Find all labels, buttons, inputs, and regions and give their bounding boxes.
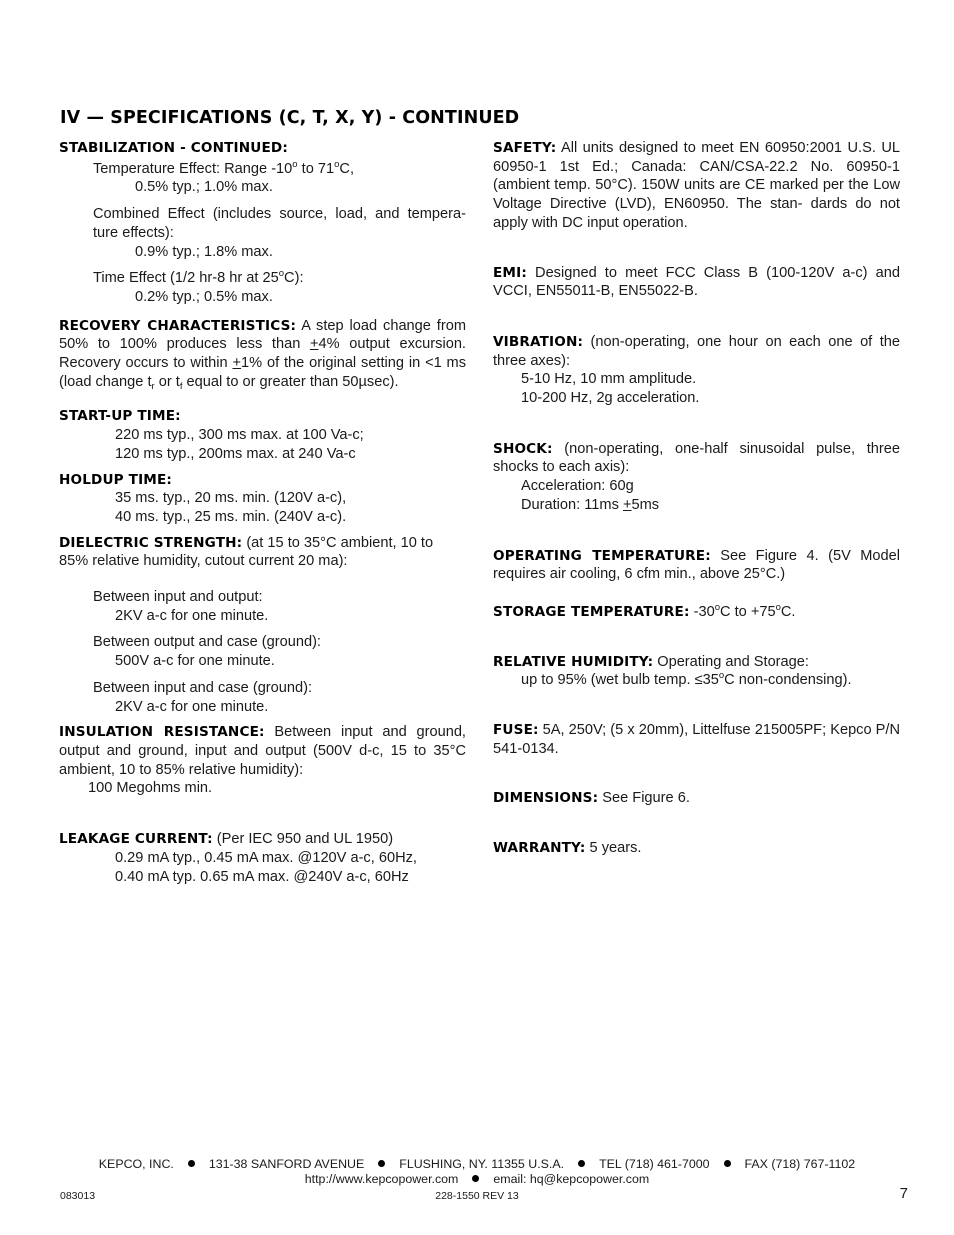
- temperature-effect-value: 0.5% typ.; 1.0% max.: [135, 179, 273, 196]
- combined-effect-value: 0.9% typ.; 1.8% max.: [135, 243, 273, 260]
- time-effect: Time Effect (1/2 hr-8 hr at 25$^o$C):: [93, 268, 304, 287]
- footer-web-line: [0, 1172, 954, 1187]
- footer-email-link[interactable]: email: hq@kepcopower.com: [493, 1172, 650, 1186]
- leakage-current-line: 0.29 mA typ., 0.45 mA max. @120V a-c, 60Hz,: [115, 849, 417, 866]
- stabilization-heading: STABILIZATION - CONTINUED:: [59, 140, 288, 156]
- shock-line: Acceleration: 60g: [521, 478, 634, 495]
- fuse-spec: FUSE: 5A, 250V; (5 x 20mm), Littelfuse 215005PF; Kepco P/N 541-0134.: [493, 722, 900, 757]
- shock-spec: SHOCK: (non-operating, one-half sinusoidal pulse, three shocks to each axis):: [493, 440, 900, 476]
- dielectric-output-case-value: 500V a-c for one minute.: [115, 653, 275, 670]
- dielectric-strength: DIELECTRIC STRENGTH: (at 15 to 35°C ambient, 10 to 85% relative humidity, cutout current 20 ma):: [59, 534, 434, 570]
- operating-temperature-spec: OPERATING TEMPERATURE: See Figure 4. (5V Model requires air cooling, 6 cfm min., above 25°C.): [493, 547, 900, 583]
- dielectric-input-case-value: 2KV a-c for one minute.: [115, 698, 269, 715]
- bullet-icon: [472, 1175, 479, 1182]
- holdup-time-line: 40 ms. typ., 25 ms. min. (240V a-c).: [115, 508, 347, 525]
- startup-time-line: 120 ms typ., 200ms max. at 240 Va-c: [115, 445, 356, 462]
- startup-time-heading: START-UP TIME:: [59, 408, 181, 425]
- shock-line: Duration: 11ms +5ms: [521, 496, 660, 513]
- relative-humidity-spec: RELATIVE HUMIDITY: Operating and Storage:: [493, 653, 809, 670]
- right-column: [493, 139, 900, 858]
- vibration-spec: VIBRATION: (non-operating, one hour on each one of the three axes):: [493, 333, 900, 369]
- time-effect-value: 0.2% typ.; 0.5% max.: [135, 288, 273, 305]
- emi-spec: EMI: Designed to meet FCC Class B (100-120V a-c) and VCCI, EN55011-B, EN55022-B.: [493, 264, 900, 300]
- dielectric-input-output: Between input and output:: [93, 589, 263, 606]
- recovery-characteristics: RECOVERY CHARACTERISTICS: A step load change from 50% to 100% produces less than +4% output excursion. Recovery occurs to within +1% of the original setting in <1 ms (load change $t_r$ or $t_f$ equal to or greater than 50µsec).: [59, 317, 467, 392]
- footer-doc-number: 228-1550 REV 13: [435, 1190, 519, 1202]
- leakage-current-line: 0.40 mA typ. 0.65 mA max. @240V a-c, 60Hz: [115, 868, 409, 885]
- temperature-effect: Temperature Effect: Range -10$^o$ to 71$^o$C,: [93, 158, 354, 177]
- safety-spec: SAFETY: All units designed to meet EN 60950:2001 U.S. UL 60950-1 1st Ed.; Canada: CAN/CSA-22.2 No. 60950-1 (ambient temp. 50°C). 150W units are CE marked per the Low Voltage Directive (LVD), EN60950. The stan- dards do not apply with DC input operation.: [493, 140, 900, 231]
- insulation-resistance-value: 100 Megohms min.: [88, 780, 213, 797]
- footer-date-code: 083013: [60, 1190, 96, 1202]
- dielectric-input-output-value: 2KV a-c for one minute.: [115, 607, 269, 624]
- relative-humidity-line: up to 95% (wet bulb temp. $\le 35^oC$ non-condensing).: [521, 670, 852, 689]
- dimensions-spec: DIMENSIONS: See Figure 6.: [493, 790, 690, 807]
- holdup-time-heading: HOLDUP TIME:: [59, 471, 172, 488]
- storage-temperature-spec: STORAGE TEMPERATURE: -30$^o$C to $+75^oC$.: [493, 601, 796, 620]
- leakage-current: LEAKAGE CURRENT: (Per IEC 950 and UL 1950): [59, 831, 394, 848]
- footer-company: KEPCO, INC.: [98, 1157, 174, 1171]
- footer-website-link[interactable]: http://www.kepcopower.com: [304, 1172, 459, 1186]
- footer-fax: FAX (718) 767-1102: [744, 1157, 856, 1171]
- left-column: [59, 139, 466, 886]
- footer-address-line: [0, 1157, 954, 1172]
- startup-time-line: 220 ms typ., 300 ms max. at 100 Va-c;: [115, 427, 364, 444]
- holdup-time-line: 35 ms. typ., 20 ms. min. (120V a-c),: [115, 490, 347, 507]
- dielectric-input-case: Between input and case (ground):: [93, 679, 313, 696]
- footer-city: FLUSHING, NY. 11355 U.S.A.: [399, 1157, 565, 1171]
- insulation-resistance: INSULATION RESISTANCE: Between input and ground, output and ground, input and output (500V d-c, 15 to 35°C ambient, 10 to 85% relative humidity):: [59, 724, 466, 778]
- bullet-icon: [578, 1160, 585, 1167]
- footer-address: 131-38 SANFORD AVENUE: [208, 1157, 365, 1171]
- page-number: 7: [899, 1185, 908, 1202]
- dielectric-output-case: Between output and case (ground):: [93, 634, 321, 651]
- vibration-line: 5-10 Hz, 10 mm amplitude.: [521, 371, 697, 388]
- bullet-icon: [188, 1160, 195, 1167]
- bullet-icon: [378, 1160, 385, 1167]
- footer-tel: TEL (718) 461-7000: [599, 1157, 710, 1171]
- page-title: IV — SPECIFICATIONS (C, T, X, Y) - CONTINUED: [60, 108, 520, 128]
- bullet-icon: [724, 1160, 731, 1167]
- combined-effect: Combined Effect (includes source, load, and tempera- ture effects):: [93, 206, 466, 241]
- vibration-line: 10-200 Hz, 2g acceleration.: [521, 390, 700, 407]
- warranty-spec: WARRANTY: 5 years.: [493, 840, 642, 857]
